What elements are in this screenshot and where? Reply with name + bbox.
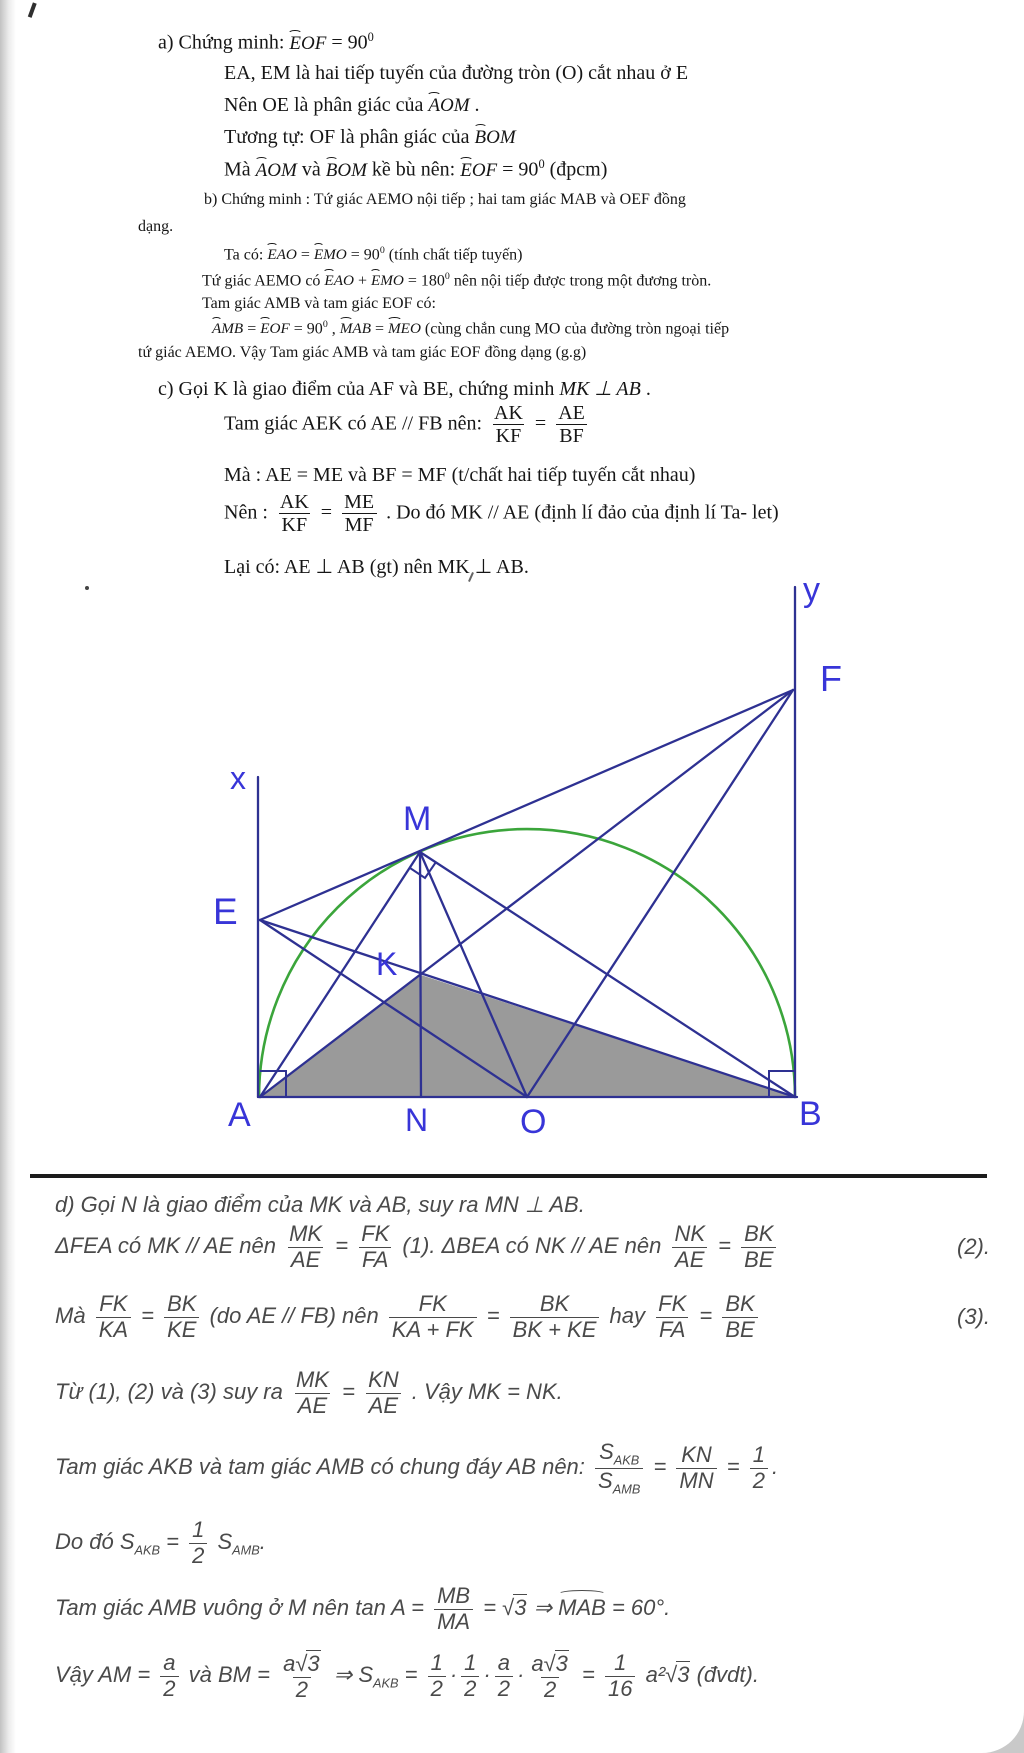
geometry-diagram [200, 560, 870, 1160]
point-label-N: N [405, 1102, 429, 1138]
proof-c-line5: Lại có: AE ⊥ AB (gt) nên MK ⊥ AB. [224, 556, 529, 578]
point-label-x: x [230, 760, 246, 796]
proof-a-line3: Nên OE là phân giác của AOM . [224, 94, 480, 116]
proof-d-line6: Do đó $S_{AKB}$ = $\frac{1}{2}$ $S_{AMB}$. [55, 1517, 266, 1568]
proof-c-line1: c) Gọi K là giao điểm của AF và BE, chứng minh MK ⊥ AB . [158, 378, 651, 400]
proof-b-line5: Tam giác AMB và tam giác EOF có: [202, 295, 436, 312]
proof-d-line7: Tam giác AMB vuông ở M nên tan A = $\frac{MB}{MA}$ = √3 ⇒ MAB = 60°. [55, 1583, 671, 1634]
scan-artifact-dot [85, 586, 89, 590]
proof-a-line4: Tương tự: OF là phân giác của BOM [224, 126, 516, 148]
proof-d-line8: Vậy AM = $\frac{a}{2}$ và BM = $\frac{a√3}{2}$ ⇒ $S_{AKB}$ = $\frac{1}{2}$ · $\frac{1}{2}$ · $\frac{a}{2}$ · $\frac{a√3}{2}$ = $\frac{1}{16}$ a²√3 (đvdt). [55, 1650, 759, 1702]
point-label-B: B [799, 1095, 822, 1133]
proof-d-line3: Mà $\frac{FK}{KA}$ = $\frac{BK}{KE}$ (do AE // FB) nên $\frac{FK}{KA + FK}$ = $\frac{BK}{BK + KE}$ hay $\frac{FK}{FA}$ = $\frac{BK}{BE}$ (3). [55, 1291, 990, 1342]
segment-OF [527, 690, 793, 1097]
point-label-O: O [520, 1103, 547, 1141]
proof-d-line1: d) Gọi N là giao điểm của MK và AB, suy ra MN ⊥ AB. [55, 1192, 585, 1217]
point-label-y: y [803, 571, 820, 609]
proof-a-line5: Mà AOM và BOM kề bù nên: EOF = $90^0$ (đpcm) [224, 157, 608, 181]
point-label-M: M [403, 800, 432, 838]
point-label-F: F [820, 658, 842, 699]
point-label-E: E [213, 891, 238, 932]
proof-b-line1: b) Chứng minh : Tứ giác AEMO nội tiếp ; hai tam giác MAB và OEF đồng [204, 191, 686, 208]
proof-b-line6: AMB = EOF = $90^0$ , MAB = MEO (cùng chắn cung MO của đường tròn ngoại tiếp [212, 319, 730, 338]
segment-MN [420, 852, 421, 1097]
proof-a-line1: a) Chứng minh: EOF = $90^0$ [158, 30, 374, 54]
proof-b-line4: Tứ giác AEMO có EAO + EMO = $180^0$ nên nội tiếp được trong một đương tròn. [202, 271, 712, 290]
proof-b-line2: dạng. [138, 218, 174, 235]
scan-artifact-tick [28, 2, 44, 20]
tangent-EMF [260, 690, 793, 920]
proof-d-line4: Từ (1), (2) và (3) suy ra $\frac{MK}{AE}$ = $\frac{KN}{AE}$ . Vậy MK = NK. [55, 1367, 563, 1418]
proof-d-line2: ΔFEA có MK // AE nên $\frac{MK}{AE}$ = $\frac{FK}{FA}$ (1). ΔBEA có NK // AE nên $\frac{NK}{AE}$ = $\frac{BK}{BE}$ (2). [55, 1221, 990, 1272]
proof-c-line3: Mà : AE = ME và BF = MF (t/chất hai tiếp tuyến cắt nhau) [224, 464, 696, 486]
proof-d-line5: Tam giác AKB và tam giác AMB có chung đáy AB nên: $\frac{S_{AKB}}{S_{AMB}}$ = $\frac{KN}{MN}$ = $\frac{1}{2}$ . [55, 1439, 779, 1497]
proof-b-line7: tứ giác AEMO. Vậy Tam giác AMB và tam giác EOF đồng dạng (g.g) [138, 344, 587, 361]
point-label-K: K [376, 946, 398, 982]
point-label-A: A [228, 1096, 251, 1134]
proof-b-line3: Ta có: EAO = EMO = $90^0$ (tính chất tiếp tuyến) [224, 245, 523, 264]
scan-left-edge [0, 0, 16, 1753]
proof-c-line4: Nên : $\frac{AK}{KF}$ = $\frac{ME}{MF}$ . Do đó MK // AE (định lí đảo của định lí Ta- let) [224, 491, 779, 537]
proof-a-line2: EA, EM là hai tiếp tuyến của đường tròn (O) cắt nhau ở E [224, 62, 689, 84]
section-divider-rule [30, 1174, 987, 1178]
proof-c-line2: Tam giác AEK có AE // FB nên: $\frac{AK}{KF}$ = $\frac{AE}{BF}$ [224, 402, 585, 448]
right-angle-mark-M [410, 862, 436, 878]
